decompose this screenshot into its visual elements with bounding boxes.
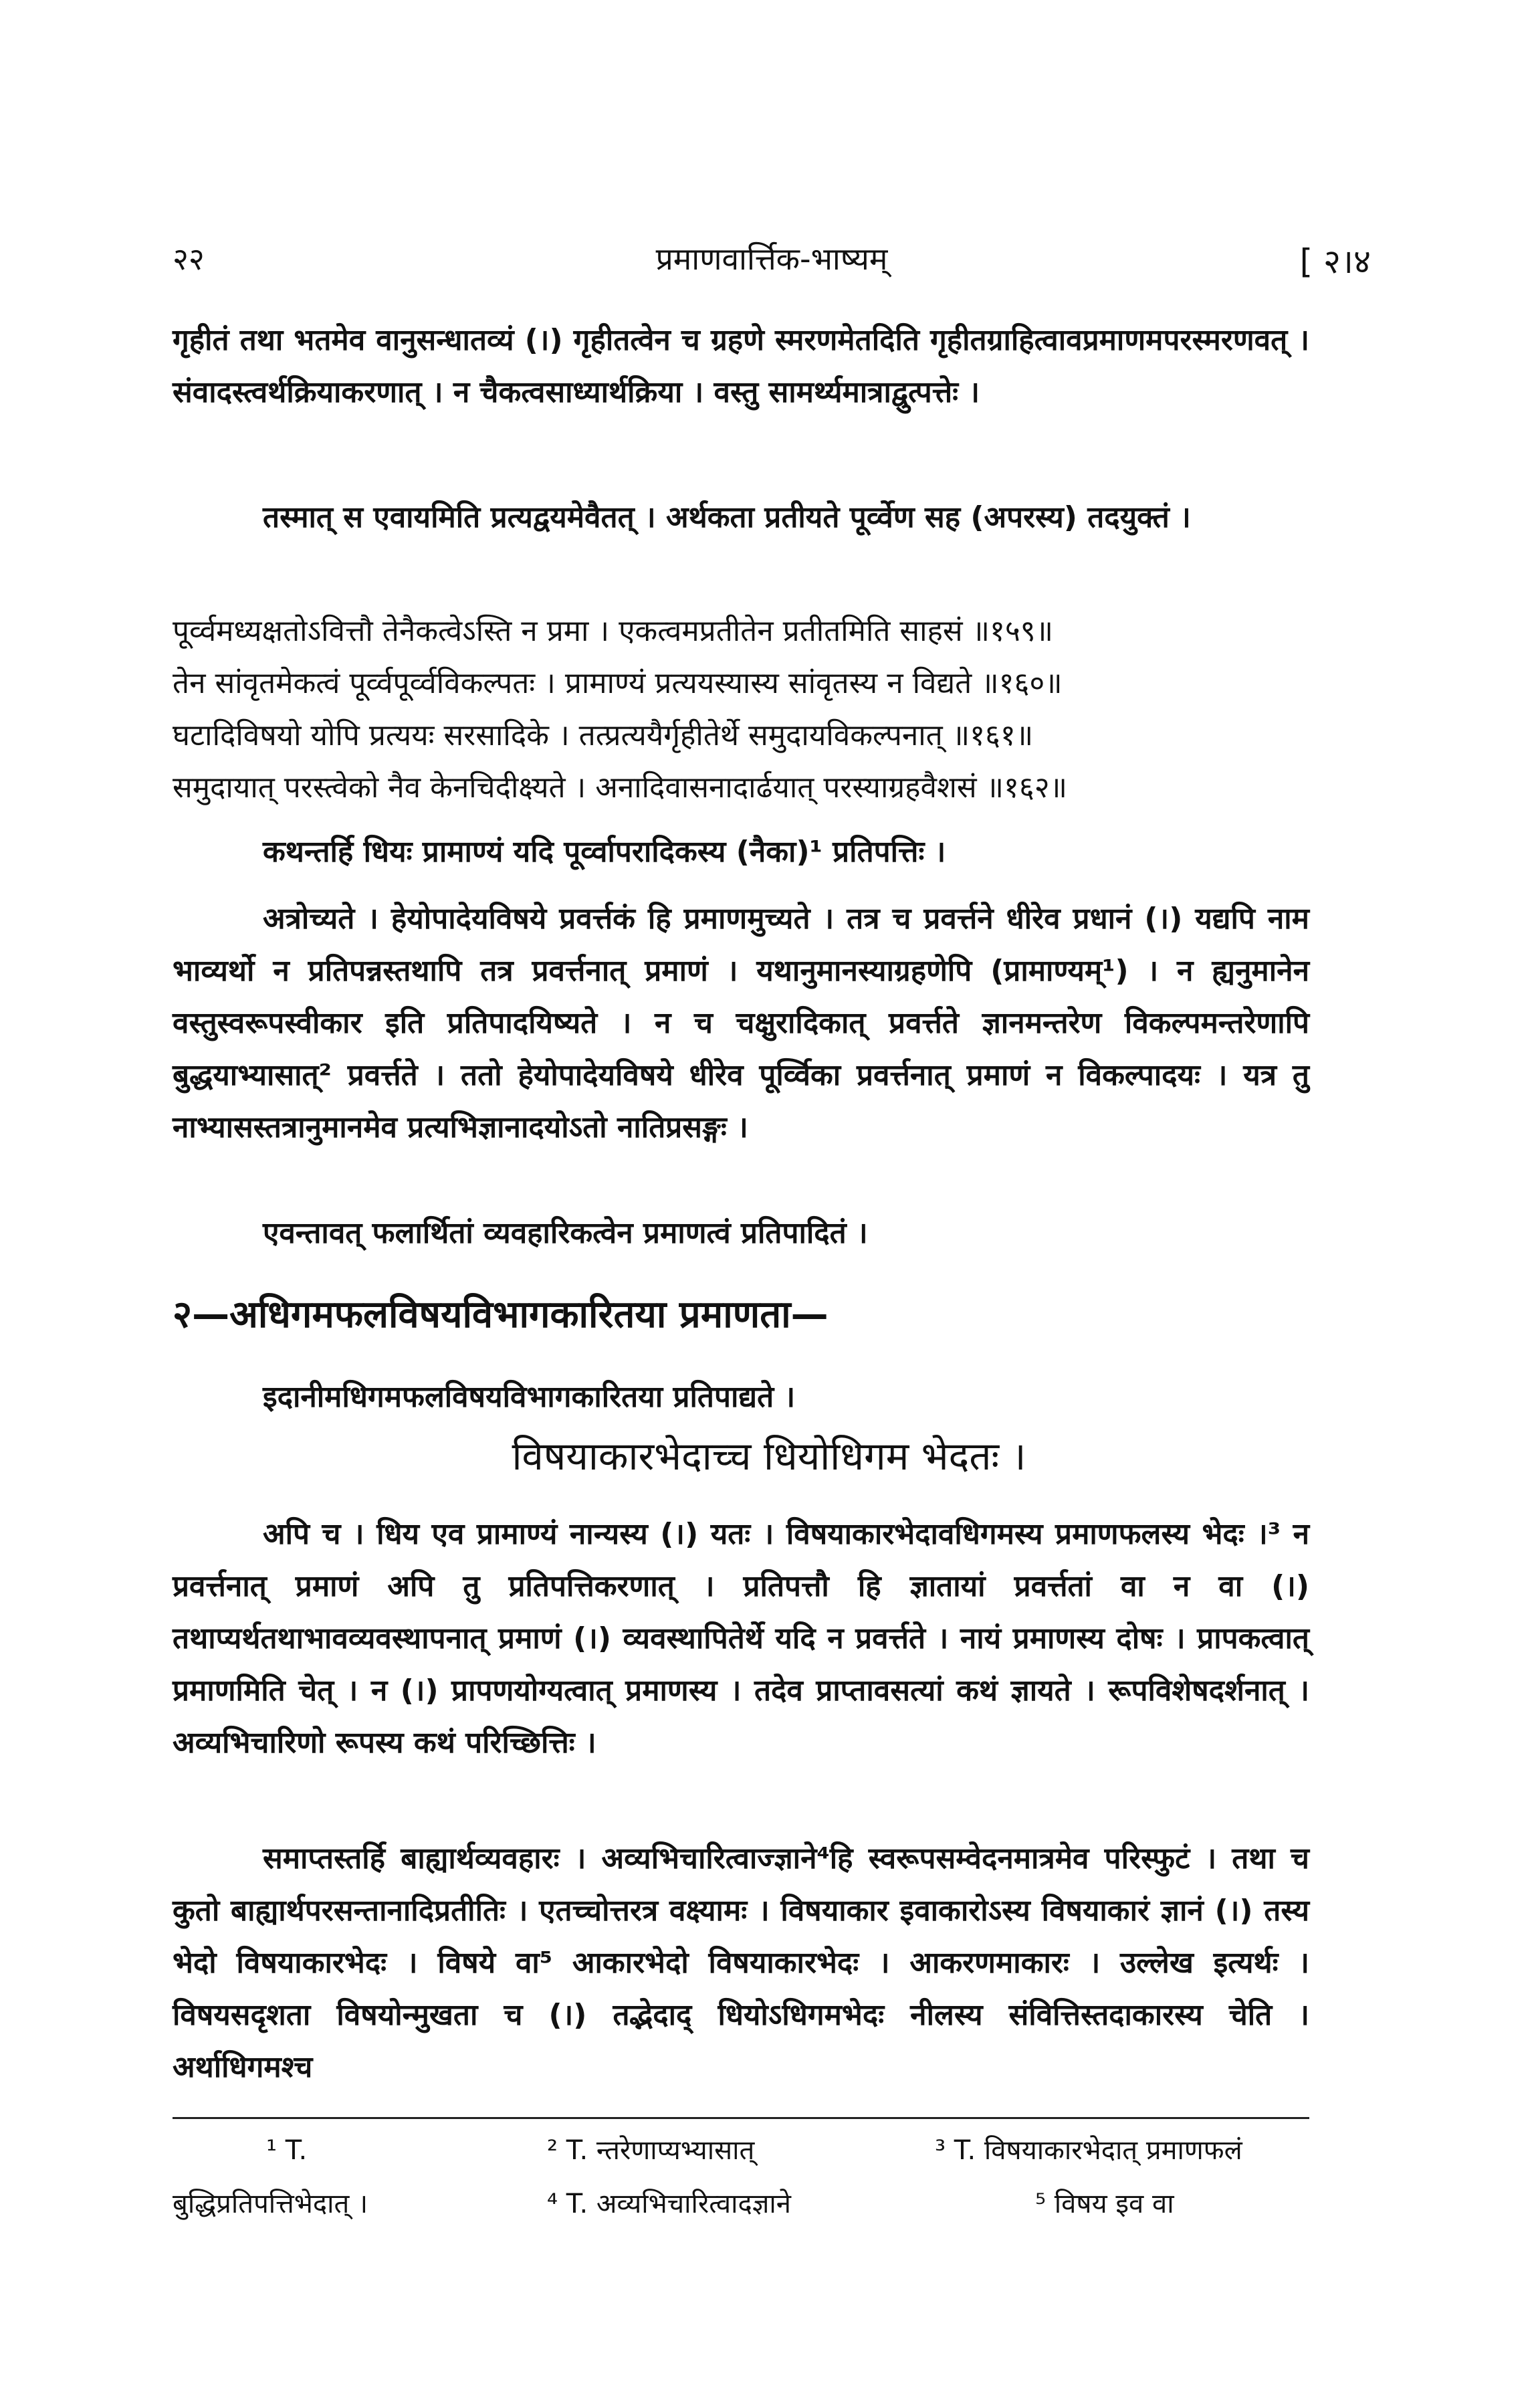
footnote-3-continued: बुद्धिप्रतिपत्तिभेदात् । (173, 2189, 368, 2219)
paragraph-text: इदानीमधिगमफलविषयविभागकारितया प्रतिपाद्यते । (263, 1380, 796, 1414)
verse-161: घटादिविषयो योपि प्रत्ययः सरसादिके । तत्प्रत्ययैर्गृहीतेर्थे समुदायविकल्पनात् ॥१६१॥ (173, 718, 1034, 752)
page-number: २२ (173, 241, 205, 277)
footnote-2: ² T. न्तरेणाप्यभ्यासात् (547, 2135, 755, 2166)
paragraph-1 (173, 314, 1309, 419)
verse-block (173, 605, 1309, 814)
section-heading: २—अधिगमफलविषयविभागकारितया प्रमाणता— (173, 1293, 829, 1336)
paragraph-text: एवन्तावत् फलार्थितां व्यवहारिकत्वेन प्रमाणत्वं प्रतिपादितं । (263, 1216, 868, 1250)
verse-160: तेन सांवृतमेकत्वं पूर्व्वपूर्व्वविकल्पतः । प्रामाण्यं प्रत्ययस्यास्य सांवृतस्य न विद्यते ॥१६०॥ (173, 666, 1063, 700)
footnote-5: ⁵ विषय इव वा (1035, 2189, 1174, 2219)
paragraph-text: तस्मात् स एवायमिति प्रत्यद्वयमेवैतत् । अर्थकता प्रतीयते पूर्व्वेण सह (अपरस्य) तदयुक्तं । (263, 500, 1191, 534)
paragraph-6 (173, 1371, 1309, 1423)
verse-reference: [ २।४ (1299, 242, 1371, 281)
paragraph-text: गृहीतं तथा भतमेव वानुसन्धातव्यं (।) गृहीतत्वेन च ग्रहणे स्मरणमेतदिति गृहीतग्राहित्वावप्रमाणमपरस्मरणवत् । संवादस्त्वर्थक्रियाकरणात् । न चैकत्वसाध्यार्थक्रिया । वस्तु सामर्थ्यमात्राद्वुत्पत्तेः । (173, 323, 1309, 409)
paragraph-2 (173, 492, 1309, 544)
footnotes (173, 2124, 1309, 2231)
verse-159: पूर्व्वमध्यक्षतोऽवित्तौ तेनैकत्वेऽस्ति न प्रमा । एकत्वमप्रतीतेन प्रतीतमिति साहसं ॥१५९॥ (173, 614, 1054, 648)
paragraph-3 (173, 826, 1309, 878)
paragraph-7 (173, 1508, 1309, 1769)
paragraph-4 (173, 893, 1309, 1154)
verse-162: समुदायात् परस्त्वेको नैव केनचिदीक्ष्यते । अनादिवासनादार्ढयात् परस्याग्रहवैशसं ॥१६२॥ (173, 771, 1067, 805)
paragraph-text: अत्रोच्यते । हेयोपादेयविषये प्रवर्त्तकं हि प्रमाणमुच्यते । तत्र च प्रवर्त्तने धीरेव प्रधानं (।) यद्यपि नाम भाव्यर्थो न प्रतिपन्नस्तथापि तत्र प्रवर्त्तनात् प्रमाणं । यथानुमानस्याग्रहणेपि (प्रामाण्यम्¹) । न ह्यनुमानेन वस्तुस्वरूपस्वीकार इति प्रतिपादयिष्यते । न च चक्षुरादिकात् प्रवर्त्तते ज्ञानमन्तरेण विकल्पमन्तरेणापि बुद्धयाभ्यासात्² प्रवर्त्तते । ततो हेयोपादेयविषये धीरेव पूर्व्विका प्रवर्त्तनात् प्रमाणं न विकल्पादयः । यत्र तु नाभ्यासस्तत्रानुमानमेव प्रत्यभिज्ञानादयोऽतो नातिप्रसङ्गः । (173, 902, 1309, 1144)
running-title: प्रमाणवार्त्तिक-भाष्यम् (655, 241, 888, 277)
karika-verse: विषयाकारभेदाच्च धियोधिगम भेदतः । (512, 1433, 1026, 1479)
paragraph-8 (173, 1833, 1309, 2094)
paragraph-5 (173, 1207, 1309, 1260)
footnote-4: ⁴ T. अव्यभिचारित्वादज्ञाने (547, 2189, 791, 2219)
running-header (173, 237, 1371, 291)
footnote-3: ³ T. विषयाकारभेदात् प्रमाणफलं (935, 2135, 1242, 2166)
paragraph-text: समाप्तस्तर्हि बाह्यार्थव्यवहारः । अव्यभिचारित्वाज्ज्ञाने⁴हि स्वरूपसम्वेदनमात्रमेव परिस्फुटं । तथा च कुतो बाह्यार्थपरसन्तानादिप्रतीतिः । एतच्चोत्तरत्र वक्ष्यामः । विषयाकार इवाकारोऽस्य विषयाकारं ज्ञानं (।) तस्य भेदो विषयाकारभेदः । विषये वा⁵ आकारभेदो विषयाकारभेदः । आकरणमाकारः । उल्लेख इत्यर्थः । विषयसदृशता विषयोन्मुखता च (।) तद्भेदाद् धियोऽधिगमभेदः नीलस्य संवित्तिस्तदाकारस्य चेति । अर्थाधिगमश्च (173, 1841, 1309, 2084)
footnote-divider (173, 2117, 1309, 2119)
footnote-1: ¹ T. (266, 2135, 308, 2166)
paragraph-text: कथन्तर्हि धियः प्रामाण्यं यदि पूर्व्वापरादिकस्य (नैका)¹ प्रतिपत्तिः । (263, 835, 946, 869)
paragraph-text: अपि च । धिय एव प्रामाण्यं नान्यस्य (।) यतः । विषयाकारभेदावधिगमस्य प्रमाणफलस्य भेदः ।³ न प्रवर्त्तनात् प्रमाणं अपि तु प्रतिपत्तिकरणात् । प्रतिपत्तौ हि ज्ञातायां प्रवर्त्ततां वा न वा (।) तथाप्यर्थतथाभावव्यवस्थापनात् प्रमाणं (।) व्यवस्थापितेर्थे यदि न प्रवर्त्तते । नायं प्रमाणस्य दोषः । प्रापकत्वात् प्रमाणमिति चेत् । न (।) प्रापणयोग्यत्वात् प्रमाणस्य । तदेव प्राप्तावसत्यां कथं ज्ञायते । रूपविशेषदर्शनात् । अव्यभिचारिणो रूपस्य कथं परिच्छित्तिः । (173, 1517, 1310, 1760)
